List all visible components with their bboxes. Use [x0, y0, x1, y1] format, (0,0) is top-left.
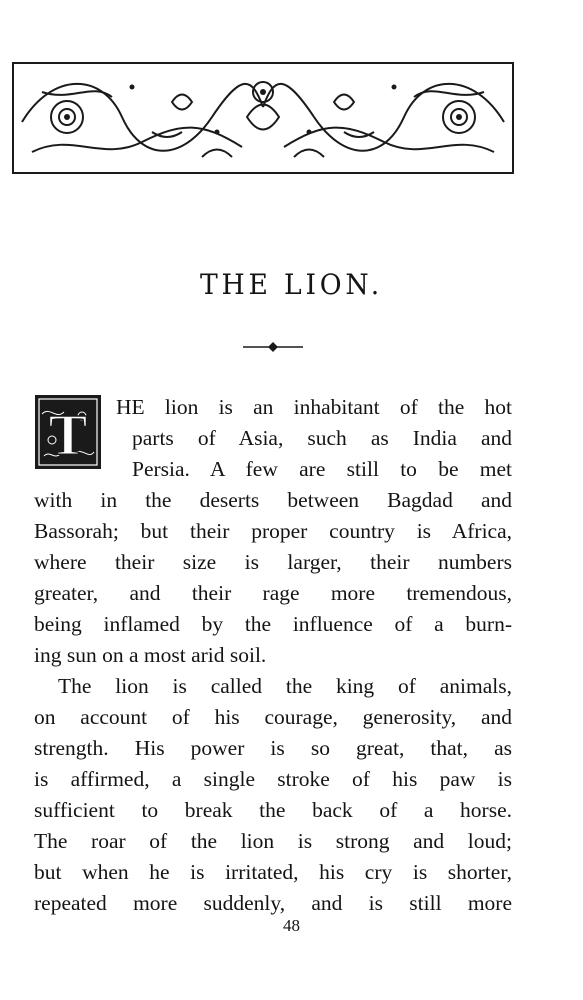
ornamental-divider	[243, 340, 303, 354]
text-line: ing sun on a most arid soil.	[34, 643, 267, 667]
text-line: strength. His power is so great, that, as	[34, 736, 512, 760]
text-line: is affirmed, a single stroke of his paw is	[34, 767, 512, 791]
text-line: Bassorah; but their proper country is Africa,	[34, 519, 512, 543]
text-line: being inflamed by the influence of a burn-	[34, 612, 512, 636]
paragraph-2	[34, 671, 512, 919]
text-line: HE lion is an inhabitant of the hot	[116, 395, 512, 419]
text-line: greater, and their rage more tremendous,	[34, 581, 512, 605]
text-line: with in the deserts between Bagdad and	[34, 488, 512, 512]
ornamental-headpiece	[12, 62, 514, 174]
text-line: but when he is irritated, his cry is shorter,	[34, 860, 512, 884]
page-number: 48	[283, 916, 300, 935]
text-line: on account of his courage, generosity, and	[34, 705, 512, 729]
text-line: where their size is larger, their numbers	[34, 550, 512, 574]
text-line: The lion is called the king of animals,	[58, 674, 512, 698]
text-line: sufficient to break the back of a horse.	[34, 798, 512, 822]
text-line: Persia. A few are still to be met	[132, 457, 512, 481]
text-line: repeated more suddenly, and is still more	[34, 891, 512, 915]
paragraph-1	[34, 392, 512, 671]
chapter-title: THE LION.	[199, 268, 384, 301]
text-line: The roar of the lion is strong and loud;	[34, 829, 512, 853]
text-line: parts of Asia, such as India and	[132, 426, 512, 450]
drop-cap-letter: T	[48, 402, 88, 467]
